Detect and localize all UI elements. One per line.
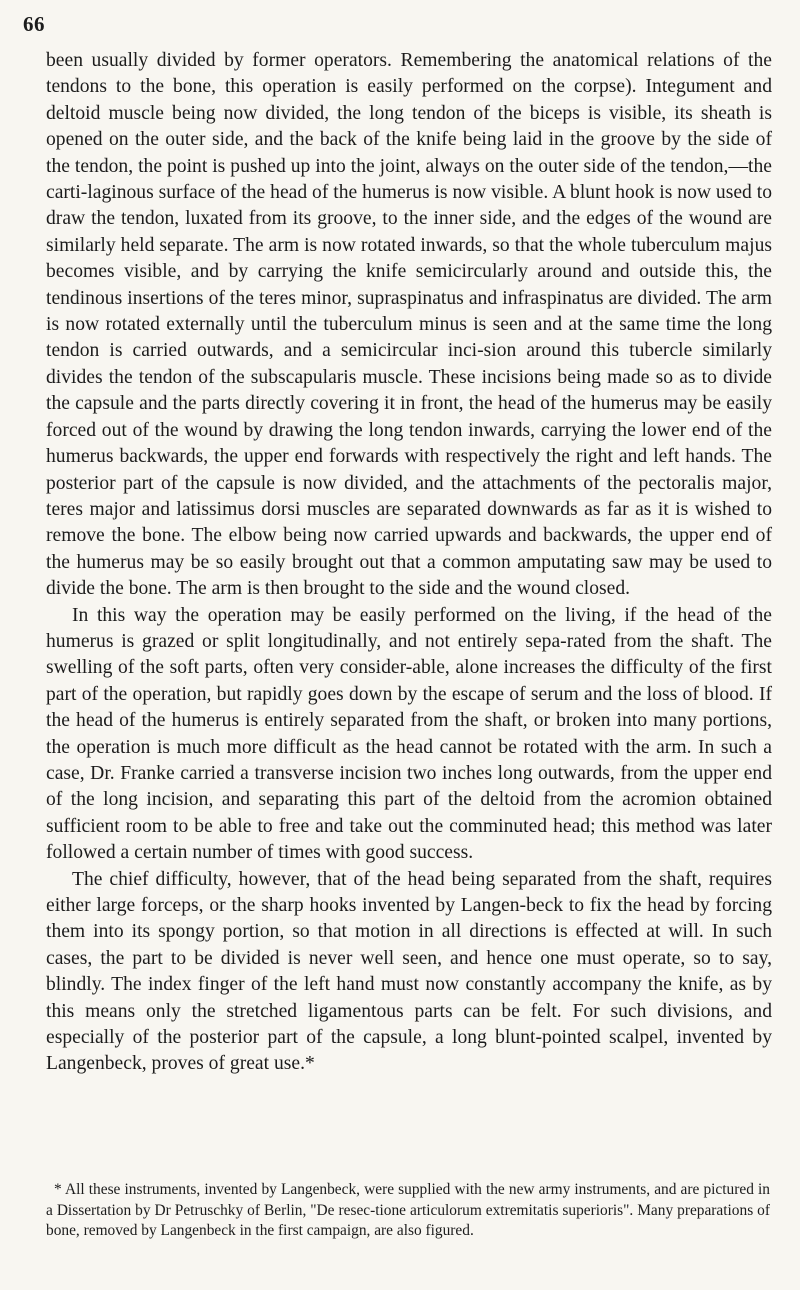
paragraph-continuation: been usually divided by former operators. Remembering the anatomical relations of the tendons to the bone, this operation is easily performed on the corpse). Integument and deltoid muscle being now divided, the long tendon of the biceps is visible, its sheath is opened on the outer side, and the back of the knife being laid in the groove by the side of the tendon, the point is pushed up into the joint, always on the outer side of the tendon,—the carti-laginous surface of the head of the humerus is now visible. A blunt hook is now used to draw the tendon, luxated from its groove, to the inner side, and the edges of the wound are similarly held separate. The arm is now rotated inwards, so that the whole tuberculum majus becomes visible, and by carrying the knife semicircularly around and outside this, the tendinous insertions of the teres minor, supraspinatus and infraspinatus are divided. The arm is now rotated externally until the tuberculum minus is seen and at the same time the long tendon is carried outwards, and a semicircular inci-sion around this tubercle similarly divides the tendon of the subscapularis muscle. These incisions being made so as to divide the capsule and the parts directly covering it in front, the head of the humerus may be easily forced out of the wound by drawing the long tendon inwards, carrying the lower end of the humerus backwards, the upper end forwards with respectively the right and left hands. The posterior part of the capsule is now divided, and the attachments of the pectoralis major, teres major and latissimus dorsi muscles are separated downwards as far as it is wished to remove the bone. The elbow being now carried upwards and backwards, the upper end of the humerus may be so easily brought out that a common amputating saw may be used to divide the bone. The arm is then brought to the side and the wound closed.: [46, 50, 772, 600]
body-text: [46, 48, 772, 1078]
page-number: 66: [23, 12, 45, 36]
footnote: * All these instruments, invented by Langenbeck, were supplied with the new army instruments, and are pictured in a Dissertation by Dr Petruschky of Berlin, "De resec-tione articulorum extremitatis superioris". Many preparations of bone, removed by Langenbeck in the first campaign, are also figured.: [46, 1181, 770, 1240]
paragraph-living-operation: In this way the operation may be easily performed on the living, if the head of the humerus is grazed or split longitudinally, and not entirely sepa-rated from the shaft. The swelling of the soft parts, often very consider-able, alone increases the difficulty of the first part of the operation, but rapidly goes down by the escape of serum and the loss of blood. If the head of the humerus is entirely separated from the shaft, or broken into many portions, the operation is much more difficult as the head cannot be rotated with the arm. In such a case, Dr. Franke carried a transverse incision two inches long outwards, from the upper end of the long incision, and separating this part of the deltoid from the acromion obtained sufficient room to be able to free and take out the comminuted head; this method was later followed a certain number of times with good success.: [46, 604, 772, 864]
paragraph-chief-difficulty: The chief difficulty, however, that of the head being separated from the shaft, requires either large forceps, or the sharp hooks invented by Langen-beck to fix the head by forcing them into its spongy portion, so that motion in all directions is effected at will. In such cases, the part to be divided is never well seen, and hence one must operate, so to say, blindly. The index finger of the left hand must now constantly accompany the knife, as by this means only the stretched ligamentous parts can be felt. For such divisions, and especially of the posterior part of the capsule, a long blunt-pointed scalpel, invented by Langenbeck, proves of great use.*: [46, 868, 772, 1075]
